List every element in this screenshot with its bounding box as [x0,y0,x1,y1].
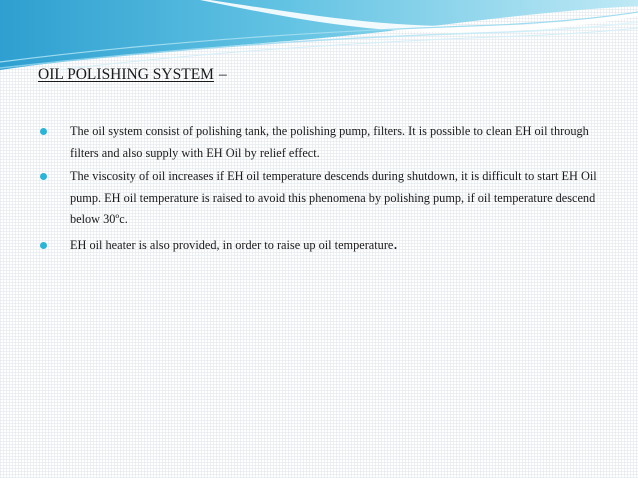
bullet-item [38,235,608,257]
bullet-dot-icon [40,128,47,135]
bullet-text: The viscosity of oil increases if EH oil temperature descends during shutdown, it is difficult to start EH Oil pump. EH oil temperature is raised to avoid this phenomena by polishing pump, if oil temperature descend below 30ºc. [70,169,597,226]
bullet-period: . [393,233,398,253]
slide-title-text: OIL POLISHING SYSTEM [38,66,214,83]
bullet-text: EH oil heater is also provided, in order to raise up oil temperature [70,237,394,252]
bullet-dot-icon [40,173,47,180]
slide-title-dash: – [218,66,227,83]
slide-title [38,66,227,84]
bullet-item [38,166,608,231]
bullet-text: The oil system consist of polishing tank, the polishing pump, filters. It is possible to clean EH oil through filters and also supply with EH Oil by relief effect. [70,124,589,160]
bullet-dot-icon [40,242,47,249]
bullet-list [38,121,608,258]
bullet-item [38,121,608,164]
